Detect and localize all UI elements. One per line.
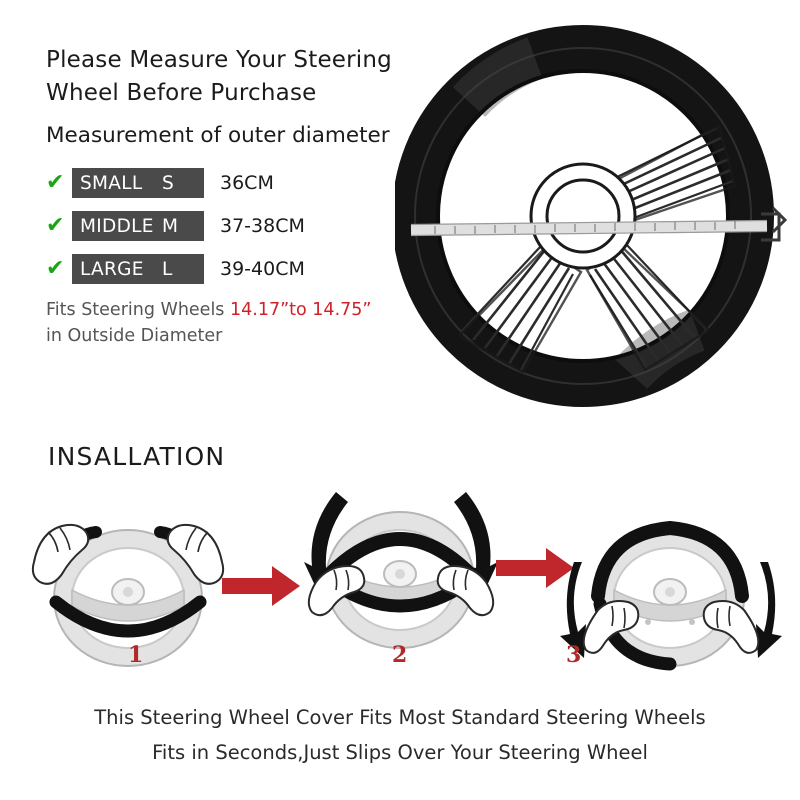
size-value: 36CM xyxy=(220,172,274,195)
size-row-small xyxy=(46,166,436,200)
check-icon: ✔ xyxy=(46,256,65,282)
size-name: LARGE xyxy=(80,258,144,280)
size-table xyxy=(46,166,436,286)
fits-note-part2: in Outside Diameter xyxy=(46,325,223,346)
size-row-large xyxy=(46,252,436,286)
step-number-2: 2 xyxy=(392,642,408,668)
size-abbr: S xyxy=(162,172,175,194)
step-number-3: 3 xyxy=(566,642,582,668)
headline: Please Measure Your Steering Wheel Before Purchase xyxy=(46,47,392,106)
size-row-middle xyxy=(46,209,436,243)
installation-title: INSALLATION xyxy=(48,442,226,471)
fits-note xyxy=(46,298,436,349)
size-value: 37-38CM xyxy=(220,215,305,238)
installation-steps xyxy=(0,470,800,685)
size-abbr: L xyxy=(162,258,173,280)
size-value: 39-40CM xyxy=(220,258,305,281)
step-2-illustration xyxy=(304,492,498,648)
measurement-panel xyxy=(46,44,436,349)
size-chip-small xyxy=(72,168,204,198)
steering-wheel-svg xyxy=(395,18,795,408)
fits-note-highlight: 14.17”to 14.75” xyxy=(230,300,372,321)
size-name: SMALL xyxy=(80,172,143,194)
size-abbr: M xyxy=(162,215,179,237)
check-icon: ✔ xyxy=(46,170,65,196)
step-number-1: 1 xyxy=(128,642,144,668)
fits-note-part1: Fits Steering Wheels xyxy=(46,300,230,321)
arrow-2-icon xyxy=(496,548,574,588)
footer xyxy=(0,700,800,770)
subheadline: Measurement of outer diameter xyxy=(46,123,390,149)
size-name: MIDDLE xyxy=(80,215,154,237)
step-3-illustration xyxy=(560,528,782,666)
steering-wheel-illustration xyxy=(395,18,795,408)
size-chip-middle xyxy=(72,211,204,241)
size-chip-large xyxy=(72,254,204,284)
check-icon: ✔ xyxy=(46,213,65,239)
footer-line-2: Fits in Seconds,Just Slips Over Your Steering Wheel xyxy=(152,741,648,765)
footer-line-1: This Steering Wheel Cover Fits Most Standard Steering Wheels xyxy=(94,706,706,729)
arrow-1-icon xyxy=(222,566,300,606)
